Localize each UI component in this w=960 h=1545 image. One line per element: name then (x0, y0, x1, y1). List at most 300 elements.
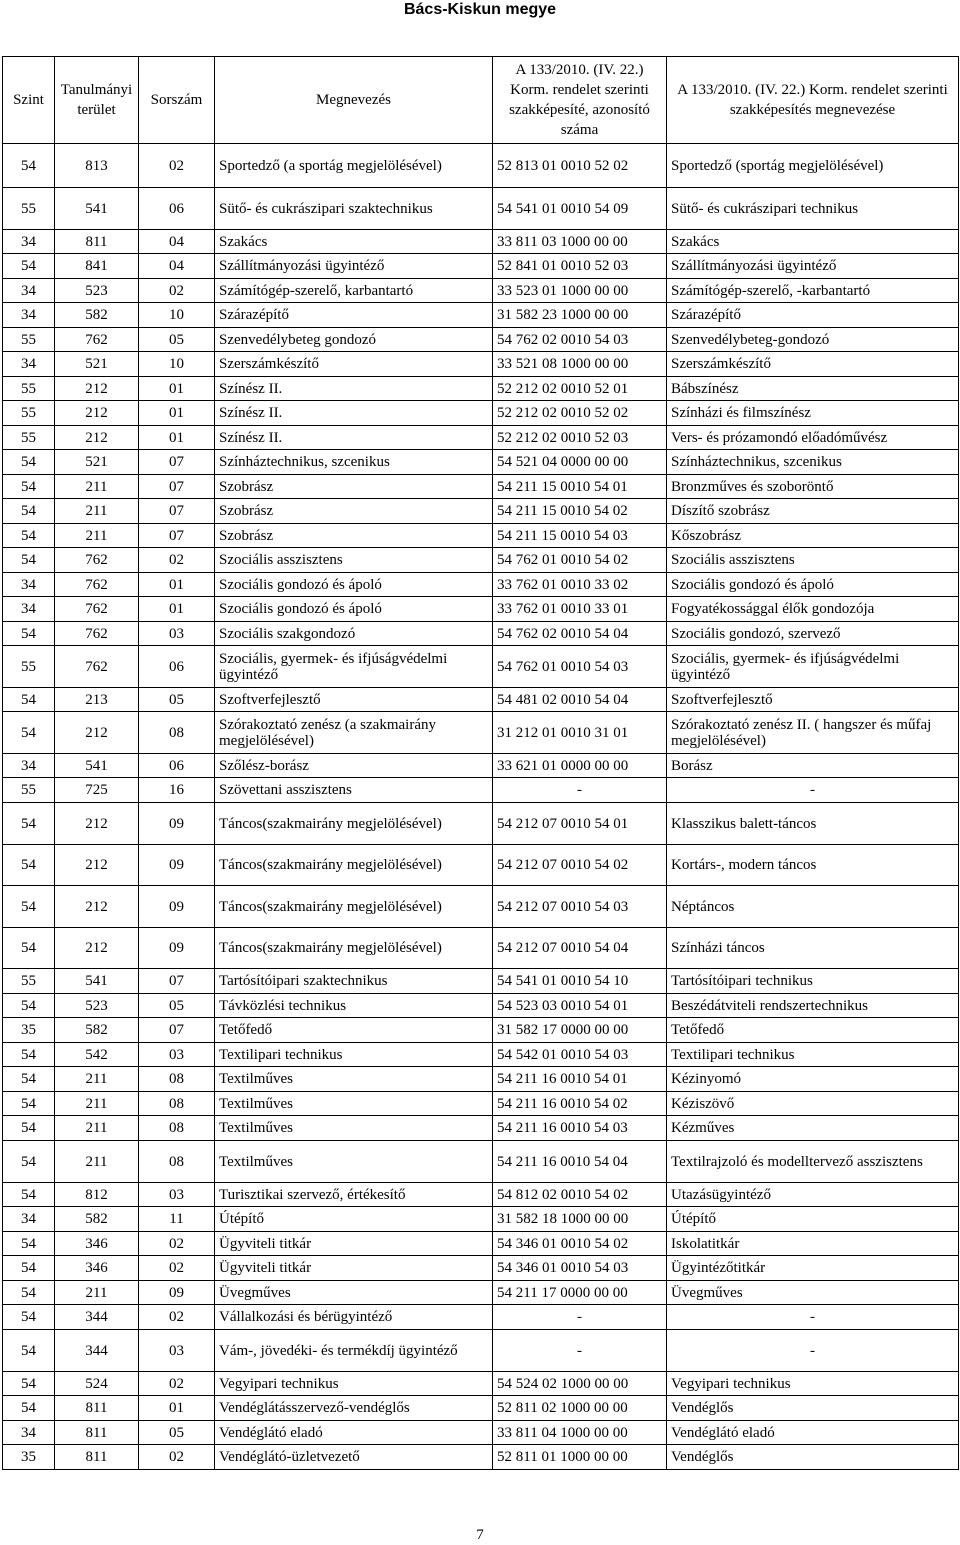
header-megnevezes: Megnevezés (215, 57, 493, 144)
cell-szakkepesites: Vendéglős (667, 1445, 959, 1470)
cell-azonosito: 54 481 02 0010 54 04 (493, 688, 667, 712)
cell-tanulmanyi-terulet: 211 (55, 1141, 139, 1183)
cell-megnevezes: Szórakoztató zenész (a szakmairány megjelölésével) (215, 712, 493, 754)
cell-tanulmanyi-terulet: 521 (55, 450, 139, 475)
cell-tanulmanyi-terulet: 541 (55, 969, 139, 994)
cell-sorszam: 10 (139, 303, 215, 328)
cell-megnevezes: Sportedző (a sportág megjelölésével) (215, 144, 493, 188)
cell-azonosito: 52 811 01 1000 00 00 (493, 1445, 667, 1470)
table-row (3, 886, 959, 928)
cell-szint: 54 (3, 845, 55, 886)
cell-szint: 54 (3, 450, 55, 475)
table-row (3, 1372, 959, 1396)
cell-megnevezes: Táncos(szakmairány megjelölésével) (215, 845, 493, 886)
cell-szakkepesites: - (667, 778, 959, 803)
cell-azonosito: 54 211 16 0010 54 04 (493, 1141, 667, 1183)
cell-tanulmanyi-terulet: 523 (55, 994, 139, 1018)
cell-szint: 54 (3, 1116, 55, 1141)
cell-sorszam: 09 (139, 1281, 215, 1305)
cell-sorszam: 02 (139, 279, 215, 303)
cell-szakkepesites: Vers- és prózamondó előadóművész (667, 426, 959, 450)
cell-megnevezes: Vendéglátó eladó (215, 1421, 493, 1445)
cell-tanulmanyi-terulet: 212 (55, 377, 139, 401)
table-row (3, 1232, 959, 1256)
cell-sorszam: 03 (139, 1043, 215, 1067)
cell-szakkepesites: Útépítő (667, 1207, 959, 1232)
cell-tanulmanyi-terulet: 211 (55, 1067, 139, 1092)
cell-szint: 34 (3, 597, 55, 622)
cell-tanulmanyi-terulet: 762 (55, 597, 139, 622)
cell-tanulmanyi-terulet: 811 (55, 1445, 139, 1470)
cell-szint: 34 (3, 279, 55, 303)
cell-megnevezes: Turisztikai szervező, értékesítő (215, 1183, 493, 1207)
cell-sorszam: 05 (139, 688, 215, 712)
cell-szakkepesites: Szállítmányozási ügyintéző (667, 254, 959, 279)
table-row (3, 524, 959, 548)
cell-sorszam: 07 (139, 1018, 215, 1043)
table-row (3, 1330, 959, 1372)
cell-szint: 55 (3, 778, 55, 803)
cell-sorszam: 02 (139, 144, 215, 188)
cell-megnevezes: Vállalkozási és bérügyintéző (215, 1305, 493, 1330)
cell-megnevezes: Textilműves (215, 1141, 493, 1183)
table-header-row (3, 57, 959, 144)
page-title: Bács-Kiskun megye (403, 1, 557, 18)
cell-sorszam: 08 (139, 1141, 215, 1183)
table-row (3, 597, 959, 622)
cell-azonosito: 31 212 01 0010 31 01 (493, 712, 667, 754)
cell-tanulmanyi-terulet: 811 (55, 1421, 139, 1445)
table-row (3, 230, 959, 254)
cell-megnevezes: Útépítő (215, 1207, 493, 1232)
cell-szint: 54 (3, 254, 55, 279)
cell-azonosito: 54 212 07 0010 54 03 (493, 886, 667, 928)
cell-szint: 55 (3, 426, 55, 450)
table-row (3, 1092, 959, 1116)
cell-megnevezes: Vendéglátó-üzletvezető (215, 1445, 493, 1470)
cell-azonosito: 54 521 04 0000 00 00 (493, 450, 667, 475)
table-row (3, 1043, 959, 1067)
table-row (3, 1281, 959, 1305)
cell-szint: 54 (3, 688, 55, 712)
cell-megnevezes: Szociális gondozó és ápoló (215, 573, 493, 597)
cell-azonosito: 54 211 15 0010 54 02 (493, 499, 667, 524)
cell-tanulmanyi-terulet: 213 (55, 688, 139, 712)
cell-tanulmanyi-terulet: 346 (55, 1256, 139, 1281)
cell-sorszam: 04 (139, 230, 215, 254)
cell-szakkepesites: Iskolatitkár (667, 1232, 959, 1256)
table-row (3, 144, 959, 188)
cell-szakkepesites: - (667, 1330, 959, 1372)
cell-azonosito: 31 582 23 1000 00 00 (493, 303, 667, 328)
cell-tanulmanyi-terulet: 211 (55, 1092, 139, 1116)
cell-szakkepesites: Sportedző (sportág megjelölésével) (667, 144, 959, 188)
table-row (3, 401, 959, 426)
cell-sorszam: 02 (139, 548, 215, 573)
cell-megnevezes: Tetőfedő (215, 1018, 493, 1043)
table-row (3, 573, 959, 597)
cell-szint: 54 (3, 1396, 55, 1421)
cell-szakkepesites: Színházi és filmszínész (667, 401, 959, 426)
cell-azonosito: 54 346 01 0010 54 03 (493, 1256, 667, 1281)
table-row (3, 778, 959, 803)
cell-sorszam: 03 (139, 622, 215, 646)
cell-sorszam: 02 (139, 1445, 215, 1470)
cell-szint: 54 (3, 1372, 55, 1396)
cell-megnevezes: Szenvedélybeteg gondozó (215, 328, 493, 352)
cell-sorszam: 08 (139, 1067, 215, 1092)
header-szakkepesites-megnevezese: A 133/2010. (IV. 22.) Korm. rendelet szerinti szakképesítés megnevezése (667, 57, 959, 144)
cell-szakkepesites: Kézműves (667, 1116, 959, 1141)
cell-megnevezes: Szobrász (215, 475, 493, 499)
cell-tanulmanyi-terulet: 211 (55, 1281, 139, 1305)
cell-szint: 54 (3, 144, 55, 188)
cell-szint: 34 (3, 754, 55, 778)
cell-szint: 55 (3, 328, 55, 352)
cell-megnevezes: Távközlési technikus (215, 994, 493, 1018)
table-row (3, 928, 959, 969)
cell-szakkepesites: Szenvedélybeteg-gondozó (667, 328, 959, 352)
cell-megnevezes: Szövettani asszisztens (215, 778, 493, 803)
cell-tanulmanyi-terulet: 346 (55, 1232, 139, 1256)
cell-szint: 55 (3, 377, 55, 401)
cell-szakkepesites: Kőszobrász (667, 524, 959, 548)
cell-megnevezes: Textilműves (215, 1067, 493, 1092)
cell-szint: 54 (3, 994, 55, 1018)
cell-szakkepesites: Színházi táncos (667, 928, 959, 969)
cell-sorszam: 06 (139, 188, 215, 230)
cell-szakkepesites: Textilipari technikus (667, 1043, 959, 1067)
table-row (3, 1396, 959, 1421)
cell-azonosito: 33 521 08 1000 00 00 (493, 352, 667, 377)
cell-szint: 54 (3, 1256, 55, 1281)
cell-tanulmanyi-terulet: 813 (55, 144, 139, 188)
cell-megnevezes: Színész II. (215, 401, 493, 426)
cell-megnevezes: Textilműves (215, 1116, 493, 1141)
cell-szint: 55 (3, 646, 55, 688)
cell-azonosito: 54 211 16 0010 54 01 (493, 1067, 667, 1092)
cell-szakkepesites: Szerszámkészítő (667, 352, 959, 377)
table-row (3, 548, 959, 573)
cell-tanulmanyi-terulet: 582 (55, 1207, 139, 1232)
cell-tanulmanyi-terulet: 762 (55, 573, 139, 597)
cell-tanulmanyi-terulet: 582 (55, 1018, 139, 1043)
table-row (3, 450, 959, 475)
cell-szakkepesites: Szárazépítő (667, 303, 959, 328)
cell-azonosito: 33 762 01 0010 33 01 (493, 597, 667, 622)
cell-szint: 54 (3, 1232, 55, 1256)
cell-sorszam: 09 (139, 886, 215, 928)
cell-szakkepesites: Szociális, gyermek- és ifjúságvédelmi ügyintéző (667, 646, 959, 688)
cell-sorszam: 03 (139, 1330, 215, 1372)
cell-azonosito: 54 524 02 1000 00 00 (493, 1372, 667, 1396)
cell-tanulmanyi-terulet: 212 (55, 803, 139, 845)
cell-szakkepesites: Bronzműves és szoboröntő (667, 475, 959, 499)
cell-tanulmanyi-terulet: 212 (55, 886, 139, 928)
cell-szakkepesites: Bábszínész (667, 377, 959, 401)
cell-azonosito: 54 212 07 0010 54 04 (493, 928, 667, 969)
cell-szakkepesites: Kézinyomó (667, 1067, 959, 1092)
cell-szakkepesites: Szoftverfejlesztő (667, 688, 959, 712)
table-row (3, 712, 959, 754)
table-row (3, 1445, 959, 1470)
cell-sorszam: 02 (139, 1372, 215, 1396)
cell-sorszam: 05 (139, 328, 215, 352)
cell-szakkepesites: Üvegműves (667, 1281, 959, 1305)
cell-tanulmanyi-terulet: 344 (55, 1305, 139, 1330)
cell-azonosito: 31 582 18 1000 00 00 (493, 1207, 667, 1232)
cell-sorszam: 09 (139, 845, 215, 886)
cell-tanulmanyi-terulet: 725 (55, 778, 139, 803)
table-row (3, 426, 959, 450)
cell-szakkepesites: Tartósítóipari technikus (667, 969, 959, 994)
cell-szakkepesites: Textilrajzoló és modelltervező asszisztens (667, 1141, 959, 1183)
cell-megnevezes: Sütő- és cukrászipari szaktechnikus (215, 188, 493, 230)
cell-sorszam: 02 (139, 1305, 215, 1330)
cell-sorszam: 07 (139, 450, 215, 475)
cell-szint: 54 (3, 803, 55, 845)
cell-szakkepesites: Kortárs-, modern táncos (667, 845, 959, 886)
cell-azonosito: 54 541 01 0010 54 09 (493, 188, 667, 230)
cell-azonosito: 54 211 15 0010 54 03 (493, 524, 667, 548)
cell-sorszam: 07 (139, 499, 215, 524)
cell-sorszam: 10 (139, 352, 215, 377)
table-row (3, 622, 959, 646)
cell-megnevezes: Ügyviteli titkár (215, 1256, 493, 1281)
cell-szakkepesites: Sütő- és cukrászipari technikus (667, 188, 959, 230)
cell-sorszam: 16 (139, 778, 215, 803)
cell-tanulmanyi-terulet: 582 (55, 303, 139, 328)
cell-tanulmanyi-terulet: 542 (55, 1043, 139, 1067)
cell-megnevezes: Szoftverfejlesztő (215, 688, 493, 712)
cell-megnevezes: Szárazépítő (215, 303, 493, 328)
cell-sorszam: 08 (139, 712, 215, 754)
cell-sorszam: 08 (139, 1116, 215, 1141)
cell-azonosito: 54 762 01 0010 54 03 (493, 646, 667, 688)
cell-szint: 54 (3, 1141, 55, 1183)
cell-sorszam: 07 (139, 475, 215, 499)
cell-azonosito: 54 211 16 0010 54 03 (493, 1116, 667, 1141)
table-row (3, 1183, 959, 1207)
cell-megnevezes: Színháztechnikus, szcenikus (215, 450, 493, 475)
cell-tanulmanyi-terulet: 212 (55, 928, 139, 969)
cell-tanulmanyi-terulet: 762 (55, 646, 139, 688)
cell-tanulmanyi-terulet: 811 (55, 230, 139, 254)
table-body (3, 144, 959, 1470)
cell-tanulmanyi-terulet: 212 (55, 845, 139, 886)
header-szint: Szint (3, 57, 55, 144)
cell-tanulmanyi-terulet: 541 (55, 754, 139, 778)
cell-szint: 34 (3, 230, 55, 254)
cell-sorszam: 05 (139, 1421, 215, 1445)
cell-azonosito: 54 212 07 0010 54 02 (493, 845, 667, 886)
cell-szint: 54 (3, 928, 55, 969)
cell-szakkepesites: Színháztechnikus, szcenikus (667, 450, 959, 475)
table-row (3, 994, 959, 1018)
cell-azonosito: 33 811 03 1000 00 00 (493, 230, 667, 254)
cell-szakkepesites: Szociális gondozó, szervező (667, 622, 959, 646)
cell-tanulmanyi-terulet: 211 (55, 499, 139, 524)
cell-szakkepesites: Díszítő szobrász (667, 499, 959, 524)
table-row (3, 1256, 959, 1281)
cell-szint: 54 (3, 1281, 55, 1305)
cell-azonosito: 54 211 16 0010 54 02 (493, 1092, 667, 1116)
cell-szint: 54 (3, 1043, 55, 1067)
cell-sorszam: 07 (139, 969, 215, 994)
cell-szint: 54 (3, 1330, 55, 1372)
cell-szint: 54 (3, 712, 55, 754)
cell-szint: 54 (3, 524, 55, 548)
cell-azonosito: 54 762 02 0010 54 03 (493, 328, 667, 352)
cell-azonosito: 54 541 01 0010 54 10 (493, 969, 667, 994)
cell-szakkepesites: Utazásügyintéző (667, 1183, 959, 1207)
cell-azonosito: 31 582 17 0000 00 00 (493, 1018, 667, 1043)
table-row (3, 803, 959, 845)
cell-tanulmanyi-terulet: 841 (55, 254, 139, 279)
cell-megnevezes: Szociális asszisztens (215, 548, 493, 573)
cell-szakkepesites: Számítógép-szerelő, -karbantartó (667, 279, 959, 303)
cell-megnevezes: Szobrász (215, 524, 493, 548)
cell-tanulmanyi-terulet: 541 (55, 188, 139, 230)
table-row (3, 352, 959, 377)
qualification-table (2, 56, 959, 1470)
cell-azonosito: 52 212 02 0010 52 03 (493, 426, 667, 450)
cell-megnevezes: Szobrász (215, 499, 493, 524)
cell-megnevezes: Táncos(szakmairány megjelölésével) (215, 803, 493, 845)
cell-sorszam: 01 (139, 377, 215, 401)
cell-tanulmanyi-terulet: 211 (55, 1116, 139, 1141)
cell-szakkepesites: Vendéglátó eladó (667, 1421, 959, 1445)
cell-azonosito: 52 813 01 0010 52 02 (493, 144, 667, 188)
cell-tanulmanyi-terulet: 524 (55, 1372, 139, 1396)
cell-sorszam: 01 (139, 401, 215, 426)
cell-szint: 55 (3, 188, 55, 230)
cell-megnevezes: Vám-, jövedéki- és termékdíj ügyintéző (215, 1330, 493, 1372)
cell-megnevezes: Textilműves (215, 1092, 493, 1116)
cell-szint: 34 (3, 1207, 55, 1232)
cell-sorszam: 11 (139, 1207, 215, 1232)
cell-tanulmanyi-terulet: 762 (55, 622, 139, 646)
cell-szakkepesites: Ügyintézőtitkár (667, 1256, 959, 1281)
cell-szakkepesites: Borász (667, 754, 959, 778)
table-row (3, 845, 959, 886)
cell-azonosito: - (493, 778, 667, 803)
cell-azonosito: - (493, 1330, 667, 1372)
cell-szakkepesites: Klasszikus balett-táncos (667, 803, 959, 845)
cell-szint: 34 (3, 352, 55, 377)
cell-megnevezes: Vendéglátásszervező-vendéglős (215, 1396, 493, 1421)
cell-szakkepesites: Szociális asszisztens (667, 548, 959, 573)
table-row (3, 377, 959, 401)
cell-szint: 54 (3, 886, 55, 928)
cell-szakkepesites: Vegyipari technikus (667, 1372, 959, 1396)
cell-szint: 54 (3, 499, 55, 524)
cell-azonosito: 54 211 17 0000 00 00 (493, 1281, 667, 1305)
cell-megnevezes: Szociális, gyermek- és ifjúságvédelmi ügyintéző (215, 646, 493, 688)
header-azonosito: A 133/2010. (IV. 22.) Korm. rendelet szerinti szakképesíté, azonosító száma (493, 57, 667, 144)
cell-megnevezes: Szociális gondozó és ápoló (215, 597, 493, 622)
table-row (3, 1141, 959, 1183)
table-row (3, 475, 959, 499)
cell-szint: 55 (3, 969, 55, 994)
cell-azonosito: 54 211 15 0010 54 01 (493, 475, 667, 499)
cell-sorszam: 01 (139, 1396, 215, 1421)
table-row (3, 188, 959, 230)
cell-tanulmanyi-terulet: 521 (55, 352, 139, 377)
cell-megnevezes: Szociális szakgondozó (215, 622, 493, 646)
cell-megnevezes: Számítógép-szerelő, karbantartó (215, 279, 493, 303)
cell-azonosito: 33 762 01 0010 33 02 (493, 573, 667, 597)
cell-azonosito: 54 212 07 0010 54 01 (493, 803, 667, 845)
cell-megnevezes: Tartósítóipari szaktechnikus (215, 969, 493, 994)
cell-tanulmanyi-terulet: 762 (55, 548, 139, 573)
cell-szakkepesites: Szociális gondozó és ápoló (667, 573, 959, 597)
cell-tanulmanyi-terulet: 523 (55, 279, 139, 303)
cell-szint: 54 (3, 1183, 55, 1207)
cell-tanulmanyi-terulet: 811 (55, 1396, 139, 1421)
cell-tanulmanyi-terulet: 211 (55, 524, 139, 548)
cell-tanulmanyi-terulet: 212 (55, 426, 139, 450)
cell-megnevezes: Táncos(szakmairány megjelölésével) (215, 928, 493, 969)
cell-megnevezes: Színész II. (215, 426, 493, 450)
cell-szint: 54 (3, 1092, 55, 1116)
cell-sorszam: 04 (139, 254, 215, 279)
cell-szint: 54 (3, 1067, 55, 1092)
cell-szakkepesites: - (667, 1305, 959, 1330)
cell-tanulmanyi-terulet: 212 (55, 401, 139, 426)
cell-azonosito: 52 212 02 0010 52 01 (493, 377, 667, 401)
cell-szint: 54 (3, 622, 55, 646)
cell-azonosito: 33 811 04 1000 00 00 (493, 1421, 667, 1445)
cell-sorszam: 01 (139, 573, 215, 597)
cell-sorszam: 07 (139, 524, 215, 548)
cell-sorszam: 09 (139, 928, 215, 969)
cell-megnevezes: Szakács (215, 230, 493, 254)
cell-azonosito: 54 812 02 0010 54 02 (493, 1183, 667, 1207)
cell-megnevezes: Vegyipari technikus (215, 1372, 493, 1396)
cell-sorszam: 02 (139, 1256, 215, 1281)
cell-szint: 34 (3, 303, 55, 328)
cell-szakkepesites: Kéziszövő (667, 1092, 959, 1116)
table-row (3, 254, 959, 279)
cell-sorszam: 06 (139, 646, 215, 688)
cell-azonosito: 33 621 01 0000 00 00 (493, 754, 667, 778)
cell-azonosito: 52 212 02 0010 52 02 (493, 401, 667, 426)
cell-tanulmanyi-terulet: 812 (55, 1183, 139, 1207)
cell-tanulmanyi-terulet: 762 (55, 328, 139, 352)
cell-sorszam: 06 (139, 754, 215, 778)
cell-tanulmanyi-terulet: 212 (55, 712, 139, 754)
table-row (3, 646, 959, 688)
cell-megnevezes: Szőlész-borász (215, 754, 493, 778)
cell-sorszam: 08 (139, 1092, 215, 1116)
cell-szint: 54 (3, 1305, 55, 1330)
cell-azonosito: 54 762 02 0010 54 04 (493, 622, 667, 646)
table-row (3, 1018, 959, 1043)
table-row (3, 688, 959, 712)
cell-azonosito: 33 523 01 1000 00 00 (493, 279, 667, 303)
cell-tanulmanyi-terulet: 211 (55, 475, 139, 499)
cell-sorszam: 05 (139, 994, 215, 1018)
table-row (3, 303, 959, 328)
cell-megnevezes: Szállítmányozási ügyintéző (215, 254, 493, 279)
table-row (3, 1116, 959, 1141)
cell-szint: 35 (3, 1018, 55, 1043)
cell-megnevezes: Szerszámkészítő (215, 352, 493, 377)
cell-szakkepesites: Szakács (667, 230, 959, 254)
table-row (3, 1421, 959, 1445)
cell-szakkepesites: Beszédátviteli rendszertechnikus (667, 994, 959, 1018)
